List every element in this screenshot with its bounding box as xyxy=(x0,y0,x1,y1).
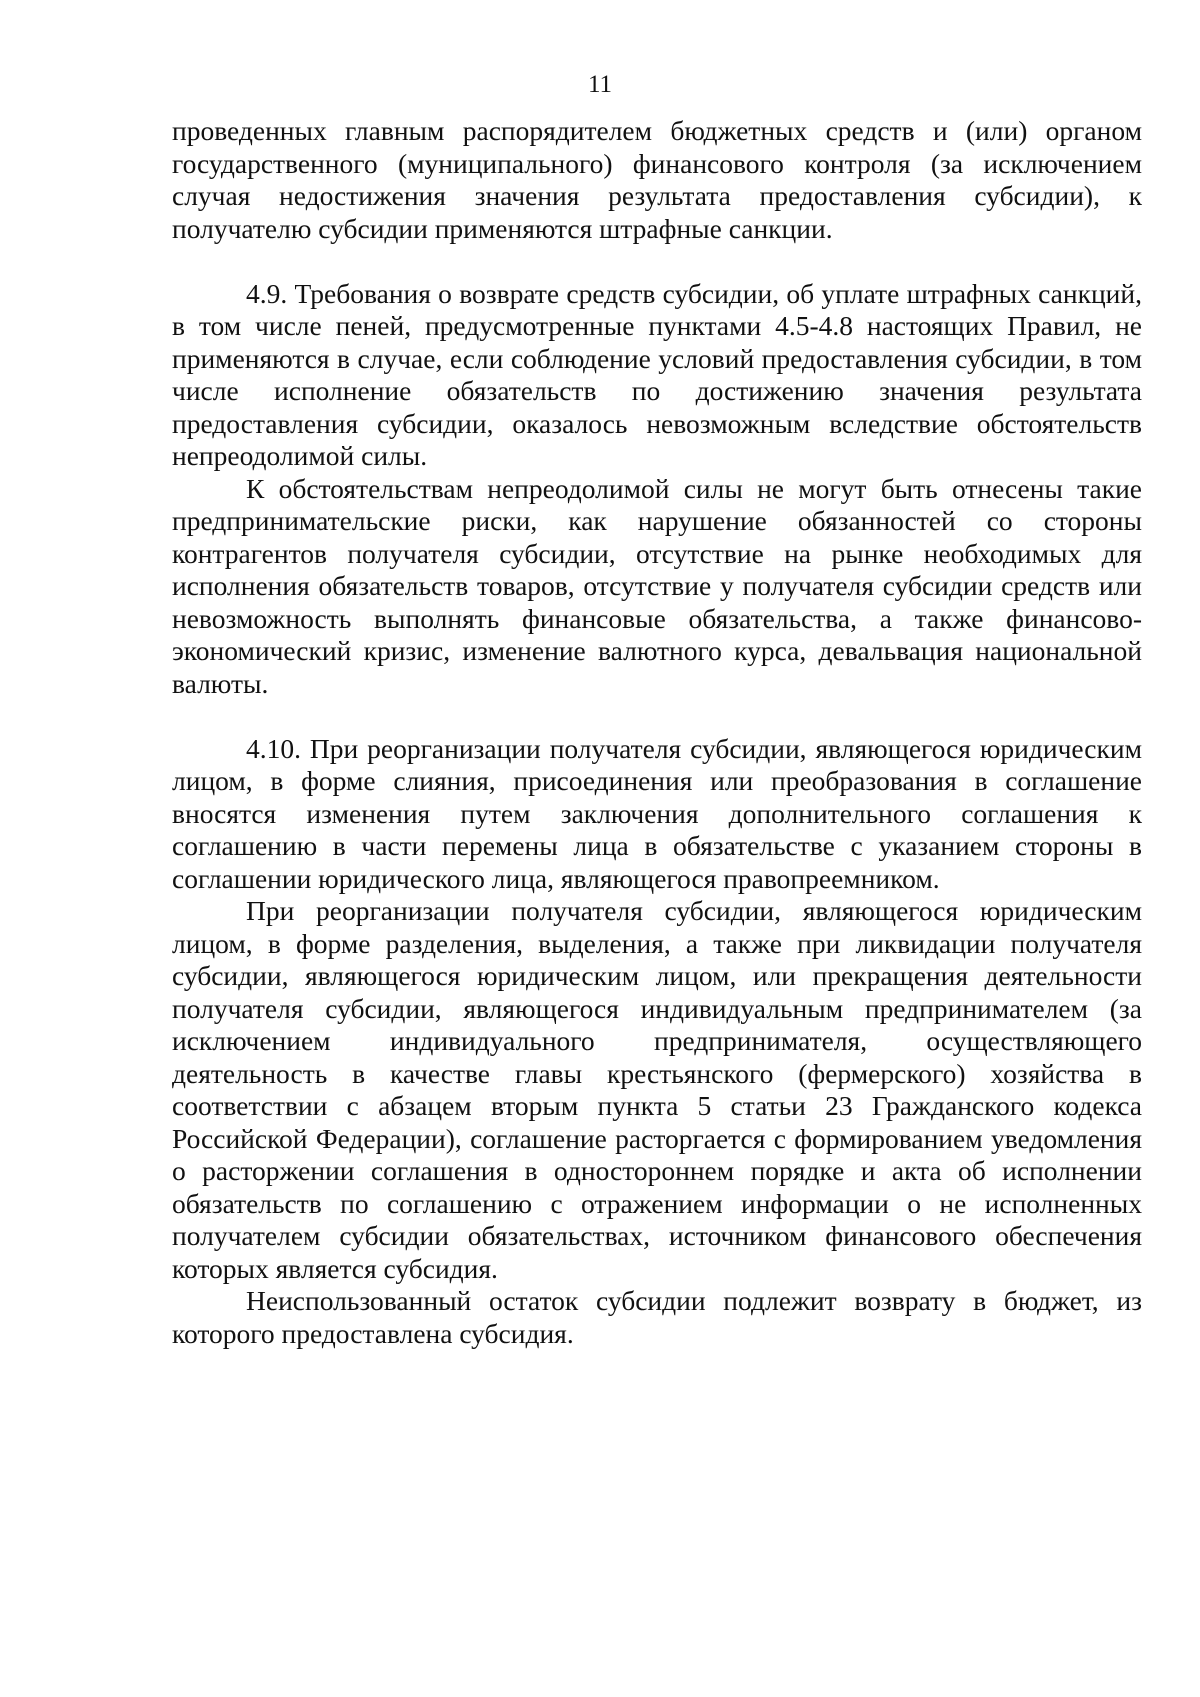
paragraph-reorganization: При реорганизации получателя субсидии, являющегося юридическим лицом, в форме разделения, выделения, а также при ликвидации получателя субсидии, являющегося юридическим лицом, или прекращения деятельности получателя субсидии, являющегося индивидуальным предпринимателем (за исключением индивидуального предпринимателя, осуществляющего деятельность в качестве главы крестьянского (фермерского) хозяйства в соответствии с абзацем вторым пункта 5 статьи 23 Гражданского кодекса Российской Федерации), соглашение расторгается с формированием уведомления о расторжении соглашения в одностороннем порядке и акта об исполнении обязательств по соглашению с отражением информации о не исполненных получателем субсидии обязательствах, источником финансового обеспечения которых является субсидия. xyxy=(172,895,1142,1284)
page-number: 11 xyxy=(587,71,613,98)
paragraph-continuation: проведенных главным распорядителем бюджетных средств и (или) органом государственного (муниципального) финансового контроля (за исключением случая недостижения значения результата предоставления субсидии), к получателю субсидии применяются штрафные санкции. xyxy=(172,115,1142,244)
paragraph-4-9: 4.9. Требования о возврате средств субсидии, об уплате штрафных санкций, в том числе пеней, предусмотренные пунктами 4.5-4.8 настоящих Правил, не применяются в случае, если соблюдение условий предоставления субсидии, в том числе исполнение обязательств по достижению значения результата предоставления субсидии, оказалось невозможным вследствие обстоятельств непреодолимой силы. xyxy=(172,277,1142,471)
paragraph-4-10: 4.10. При реорганизации получателя субсидии, являющегося юридическим лицом, в форме слияния, присоединения или преобразования в соглашение вносятся изменения путем заключения дополнительного соглашения к соглашению в части перемены лица в обязательстве с указанием стороны в соглашении юридического лица, являющегося правопреемником. xyxy=(172,732,1142,894)
paragraph-force-majeure: К обстоятельствам непреодолимой силы не могут быть отнесены такие предпринимательские риски, как нарушение обязанностей со стороны контрагентов получателя субсидии, отсутствие на рынке необходимых для исполнения обязательств товаров, отсутствие у получателя субсидии средств или невозможность выполнять финансовые обязательства, а также финансово-экономический кризис, изменение валютного курса, девальвация национальной валюты. xyxy=(172,472,1142,699)
document-body xyxy=(172,115,1142,1350)
paragraph-unused-balance: Неиспользованный остаток субсидии подлежит возврату в бюджет, из которого предоставлена субсидия. xyxy=(172,1285,1142,1349)
